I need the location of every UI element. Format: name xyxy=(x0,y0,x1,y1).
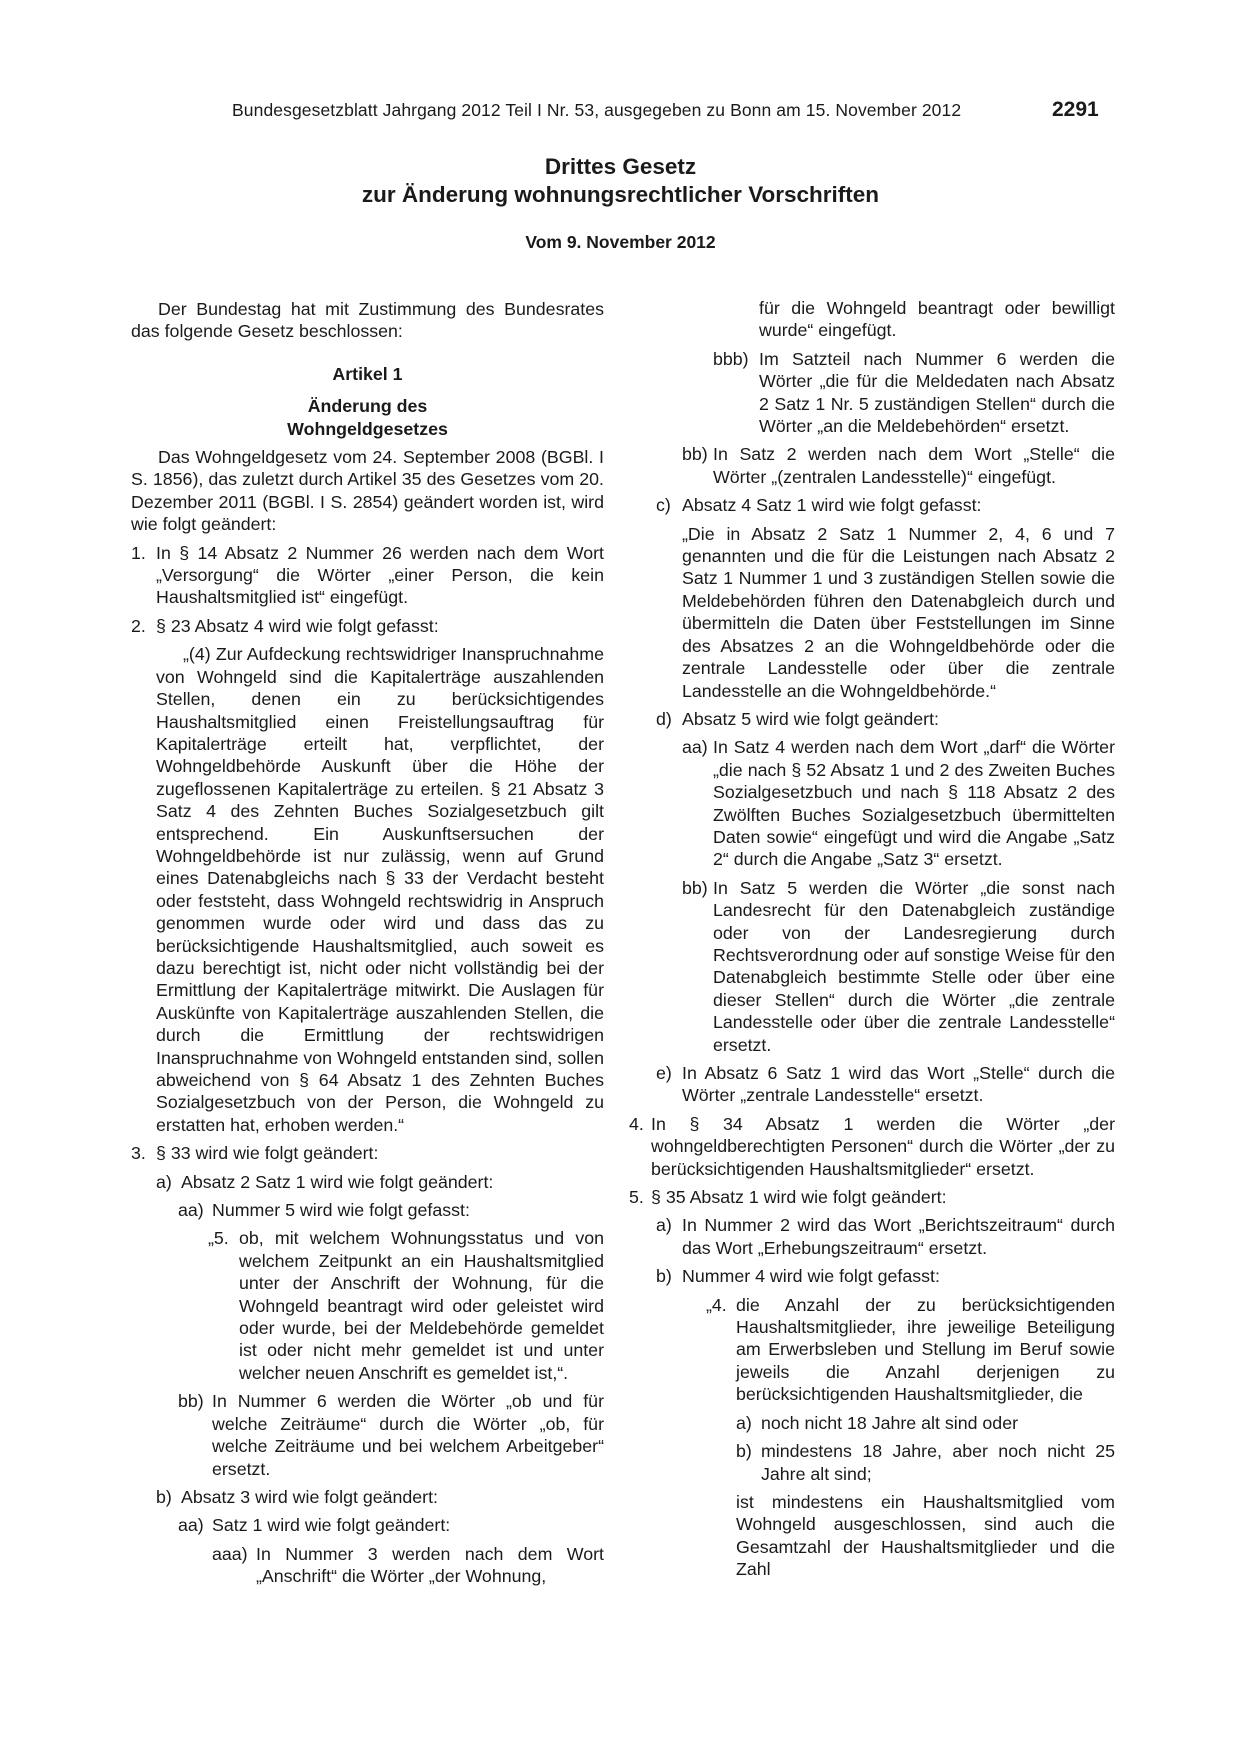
item-text: § 35 Absatz 1 wird wie folgt geändert: xyxy=(651,1187,947,1208)
list-item xyxy=(651,1265,1115,1287)
law-date: Vom 9. November 2012 xyxy=(525,232,716,252)
item-label: bb) xyxy=(682,444,708,465)
article-heading: Artikel 1 xyxy=(332,363,403,384)
item-text: Nummer 4 wird wie folgt gefasst: xyxy=(682,1266,940,1287)
list-item xyxy=(131,1486,604,1508)
item-text: Absatz 3 wird wie folgt geändert: xyxy=(181,1486,438,1507)
item-label: bb) xyxy=(178,1391,204,1412)
item-label: 4. xyxy=(629,1113,644,1134)
list-item xyxy=(651,1214,1115,1259)
page-number: 2291 xyxy=(1052,98,1099,121)
item-text: noch nicht 18 Jahre alt sind oder xyxy=(761,1412,1019,1433)
quoted-text: „Die in Absatz 2 Satz 1 Nummer 2, 4, 6 und 7 genannten und die für die Leistungen nach Absatz 2 Satz 1 Nummer 1 und 3 zuständigen Stellen sowie die Meldebehörden führen den Datenabgleich durch und übermitteln die Daten über Feststellungen im Sinne des Absatzes 2 an die Wohngeldbehörde oder die zentrale Landesstelle oder über die zentrale Landesstelle an die Wohngeldbehörde.“ xyxy=(682,523,1115,701)
item-label: d) xyxy=(656,708,672,729)
item-label: aa) xyxy=(178,1200,204,1221)
running-header: Bundesgesetzblatt Jahrgang 2012 Teil I Nr. 53, ausgegeben zu Bonn am 15. November 2012 xyxy=(232,100,962,120)
enacting-clause: Der Bundestag hat mit Zustimmung des Bundesrates das folgende Gesetz beschlossen: xyxy=(131,299,604,342)
item-text: Absatz 5 wird wie folgt geändert: xyxy=(682,708,939,729)
item-text: Satz 1 wird wie folgt geändert: xyxy=(212,1515,451,1536)
item-label: „5. xyxy=(208,1228,229,1249)
item-text: § 23 Absatz 4 wird wie folgt gefasst: xyxy=(156,615,439,636)
list-item xyxy=(651,1294,1115,1406)
item-text: In Nummer 3 werden nach dem Wort „Anschrift“ die Wörter „der Wohnung, xyxy=(256,1543,604,1587)
list-item xyxy=(651,1440,1115,1485)
list-item xyxy=(651,708,1115,730)
left-column xyxy=(131,298,604,1594)
quoted-text: „(4) Zur Aufdeckung rechtswidriger Inanspruchnahme von Wohngeld sind die Kapitalerträge auszahlenden Stellen, denen ein zu berücksichtigendes Haushaltsmitglied einen Freistellungsauftrag für Kapitalerträge erteilt hat, verpflichtet, der Wohngeldbehörde Auskunft über die Höhe der zugeflossenen Kapitalerträge zu erteilen. § 21 Absatz 3 Satz 4 des Zehnten Buches Sozialgesetzbuch gilt entsprechend. Ein Auskunftsersuchen der Wohngeldbehörde ist nur zulässig, wenn auf Grund eines Datenabgleichs nach § 33 der Verdacht besteht oder feststeht, dass Wohngeld rechtswidrig in Anspruch genommen wurde oder wird und dass das zu berücksichtigende Haushaltsmitglied, auch soweit es dazu berechtigt ist, nicht oder nicht vollständig bei der Ermittlung der Kapitalerträge mitwirkt. Die Auslagen für Auskünfte von Kapitalerträge auszahlenden Stellen, die durch die Ermittlung der rechtswidrigen Inanspruchnahme von Wohngeld entstanden sind, sollen abweichend von § 64 Absatz 1 des Zehnten Buches Sozialgesetzbuch von der Person, die Wohngeld zu erstatten hat, erhoben werden.“ xyxy=(156,644,604,1135)
list-item xyxy=(131,1227,604,1384)
article-title-line-1: Änderung des xyxy=(307,396,428,417)
list-item xyxy=(631,1113,1115,1180)
item-label: b) xyxy=(156,1486,172,1507)
item-label: aa) xyxy=(178,1515,204,1536)
item-text: In Nummer 2 wird das Wort „Berichtszeitraum“ durch das Wort „Erhebungszeitraum“ ersetzt. xyxy=(682,1215,1115,1258)
item-text: In Nummer 6 werden die Wörter „ob und für welche Zeiträume“ durch die Wörter „ob, für welche Zeiträume und bei welchem Arbeitgeber“ ersetzt. xyxy=(212,1391,604,1479)
item-text: In Satz 2 werden nach dem Wort „Stelle“ die Wörter „(zentralen Landesstelle)“ eingefügt. xyxy=(713,444,1115,487)
list-item xyxy=(131,542,604,609)
list-item xyxy=(631,1186,1115,1208)
item-text: Absatz 4 Satz 1 wird wie folgt gefasst: xyxy=(682,495,982,516)
item-label: 3. xyxy=(131,1143,146,1164)
item-text: Im Satzteil nach Nummer 6 werden die Wörter „die für die Meldedaten nach Absatz 2 Satz 1 Nr. 5 zuständigen Stellen“ durch die Wörter „an die Meldebehörden“ ersetzt. xyxy=(759,348,1115,437)
item-text: ob, mit welchem Wohnungsstatus und von welchem Zeitpunkt an ein Haushaltsmitglied unter der Anschrift der Wohnung, für die Wohngeld beantragt wird oder geleistet wird oder wurde, bei der Meldebehörde gemeldet ist oder nicht mehr gemeldet ist und unter welcher neuen Anschrift es gemeldet ist,“. xyxy=(239,1228,604,1383)
law-title-line-1: Drittes Gesetz xyxy=(544,154,697,179)
item-label: 2. xyxy=(131,615,146,636)
item-label: a) xyxy=(156,1171,172,1192)
item-text: Absatz 2 Satz 1 wird wie folgt geändert: xyxy=(181,1171,494,1192)
item-text: In § 34 Absatz 1 werden die Wörter „der wohngeldberechtigten Personen“ durch die Wörter „der zu berücksichtigenden Haushaltsmitglieder“ ersetzt. xyxy=(651,1113,1115,1179)
item-text: In Satz 4 werden nach dem Wort „darf“ die Wörter „die nach § 52 Absatz 1 und 2 des Zweiten Buches Sozialgesetzbuch und nach § 118 Absatz 2 des Zwölften Buches Sozialgesetzbuch übermittelten Daten sowie“ eingefügt und wird die Angabe „Satz 2“ durch die Angabe „Satz 3“ ersetzt. xyxy=(713,737,1115,870)
article-intro: Das Wohngeldgesetz vom 24. September 2008 (BGBl. I S. 1856), das zuletzt durch Artikel 35 des Gesetzes vom 20. Dezember 2011 (BGBl. I S. 2854) geändert worden ist, wird wie folgt geändert: xyxy=(131,447,604,535)
law-title-line-2: zur Änderung wohnungsrechtlicher Vorschriften xyxy=(361,182,880,207)
item-label: b) xyxy=(656,1266,672,1287)
list-item xyxy=(651,1412,1115,1434)
law-title xyxy=(0,153,1241,209)
item-text: Nummer 5 wird wie folgt gefasst: xyxy=(212,1200,470,1221)
item-label: aaa) xyxy=(212,1543,248,1564)
list-item xyxy=(651,736,1115,870)
item-label: e) xyxy=(656,1063,672,1083)
list-item xyxy=(131,615,604,637)
item-label: 5. xyxy=(629,1187,644,1208)
item-label: bbb) xyxy=(713,348,749,369)
list-item xyxy=(131,1543,604,1588)
item-label: bb) xyxy=(682,877,708,898)
list-item xyxy=(131,1514,604,1536)
continued-text: für die Wohngeld beantragt oder bewilligt wurde“ eingefügt. xyxy=(759,298,1115,341)
item-label: c) xyxy=(656,495,671,516)
list-item xyxy=(131,1199,604,1221)
item-label: aa) xyxy=(682,737,708,758)
list-item xyxy=(131,1142,604,1164)
item-text: In Absatz 6 Satz 1 wird das Wort „Stelle“ durch die Wörter „zentrale Landesstelle“ ersetzt. xyxy=(682,1063,1115,1106)
item-label: 1. xyxy=(131,542,146,563)
item-text: § 33 wird wie folgt geändert: xyxy=(156,1143,379,1164)
list-item xyxy=(131,1390,604,1480)
right-column xyxy=(629,297,1115,1587)
item-text: In Satz 5 werden die Wörter „die sonst nach Landesrecht für den Datenabgleich zuständige oder von der Landesregierung durch Rechtsverordnung oder auf sonstige Weise für den Datenabgleich bestimmte Stelle oder über eine dieser Stellen“ durch die Wörter „die zentrale Landesstelle oder über die zentrale Landesstelle“ ersetzt. xyxy=(713,877,1115,1055)
item-label: „4. xyxy=(706,1294,727,1315)
item-label: b) xyxy=(736,1441,752,1462)
list-item xyxy=(131,1171,604,1193)
list-item xyxy=(651,1062,1115,1107)
article-title-line-2: Wohngeldgesetzes xyxy=(287,418,448,439)
list-item xyxy=(651,877,1115,1056)
item-text: In § 14 Absatz 2 Nummer 26 werden nach dem Wort „Versorgung“ die Wörter „einer Person, die kein Haushaltsmitglied ist“ eingefügt. xyxy=(156,542,604,608)
list-item xyxy=(651,348,1115,438)
item-label: a) xyxy=(736,1412,752,1433)
list-item xyxy=(651,494,1115,516)
quoted-text: ist mindestens ein Haushaltsmitglied vom Wohngeld ausgeschlossen, sind auch die Gesamtzahl der Haushaltsmitglieder und die Zahl xyxy=(736,1491,1115,1580)
item-text: mindestens 18 Jahre, aber noch nicht 25 Jahre alt sind; xyxy=(761,1441,1115,1484)
item-label: a) xyxy=(656,1215,672,1236)
list-item xyxy=(651,443,1115,488)
item-text: die Anzahl der zu berücksichtigenden Haushaltsmitglieder, ihre jeweilige Beteiligung am Erwerbsleben und Stellung im Beruf sowie jeweils die Anzahl derjenigen zu berücksichtigenden Haushaltsmitglieder, die xyxy=(736,1294,1115,1405)
